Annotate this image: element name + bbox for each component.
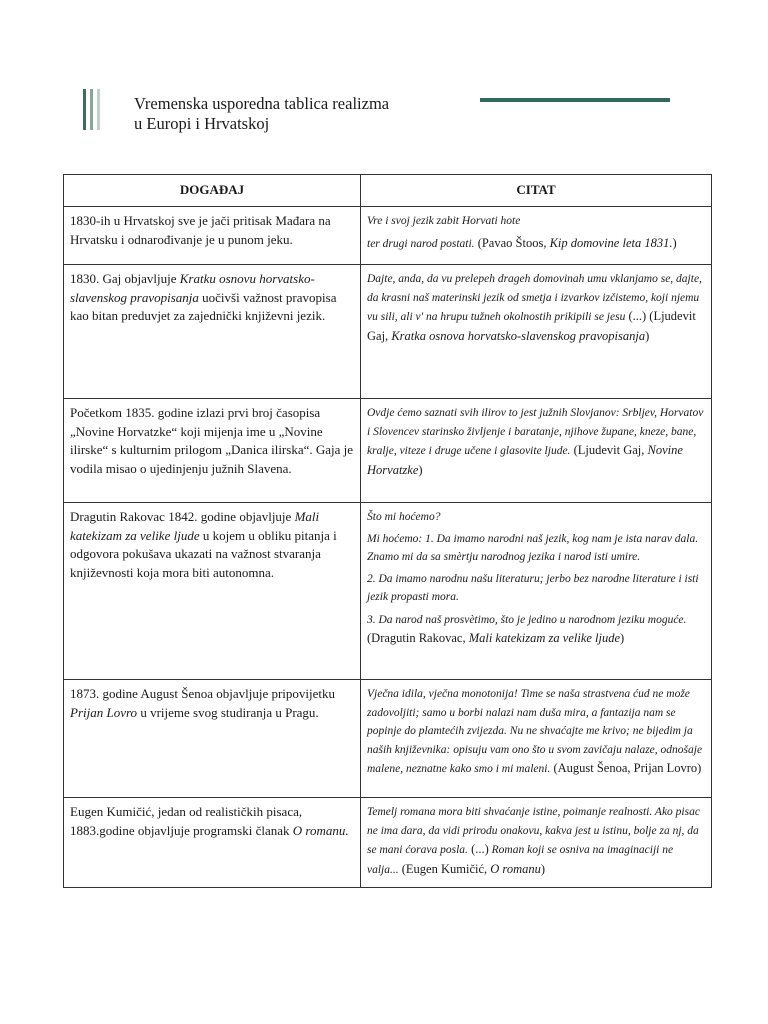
event-cell: 1830-ih u Hrvatskoj sve je jači pritisak Mađara na Hrvatsku i odnarođivanje je u punom jeku. bbox=[64, 207, 361, 265]
table-row bbox=[64, 798, 712, 888]
quote-cell: Ovdje ćemo saznati svih ilirov to jest južnih Slovjanov: Srbljev, Horvatov i Slovencev starinsko življenje i baratanje, njihove župane, kneze, bane, kralje, viteze i druge učene i glasovite ljude. (Ljudevit Gaj, Novine Horvatzke) bbox=[361, 399, 712, 503]
quote-cell: Dajte, anda, da vu prelepeh drageh domovinah umu vklanjamo se, dajte, da krasni naš materinski jezik od smetja i izvarkov izčistemo, koji njemu vu sili, ali v' na hrupu tužneh okolnostih prikipili se jesu (...) (Ljudevit Gaj, Kratka osnova horvatsko-slavenskog pravopisanja) bbox=[361, 265, 712, 399]
table-header-row bbox=[64, 175, 712, 207]
event-cell: 1830. Gaj objavljuje Kratku osnovu horvatsko-slavenskog pravopisanja uočivši važnost pravopisa kao bitan preduvjet za zajednički književni jezik. bbox=[64, 265, 361, 399]
event-cell: 1873. godine August Šenoa objavljuje pripovijetku Prijan Lovro u vrijeme svog studiranja u Pragu. bbox=[64, 680, 361, 798]
decorative-bar bbox=[90, 89, 93, 130]
event-cell: Eugen Kumičić, jedan od realističkih pisaca, 1883.godine objavljuje programski članak O romanu. bbox=[64, 798, 361, 888]
table-row bbox=[64, 680, 712, 798]
table-row bbox=[64, 265, 712, 399]
table-row bbox=[64, 207, 712, 265]
column-header-quote: CITAT bbox=[361, 175, 712, 207]
quote-cell: Vre i svoj jezik zabit Horvati hote ter drugi narod postati. (Pavao Štoos, Kip domovine leta 1831.) bbox=[361, 207, 712, 265]
quote-cell: Temelj romana mora biti shvaćanje istine, poimanje realnosti. Ako pisac ne ima dara, da vidi prirodu onakovu, kakva jest u istinu, bolje za nj, da se mani ćorava posla. (...) Roman koji se osniva na imaginaciji ne valja... (Eugen Kumičić, O romanu) bbox=[361, 798, 712, 888]
column-header-event: DOGAĐAJ bbox=[64, 175, 361, 207]
decorative-bar bbox=[83, 89, 86, 130]
event-cell: Početkom 1835. godine izlazi prvi broj časopisa „Novine Horvatzke“ koji mijenja ime u „Novine ilirske“ s kulturnim prilogom „Danica ilirska“. Gaja je vodila misao o ujedinjenju južnih Slavena. bbox=[64, 399, 361, 503]
decorative-bar bbox=[97, 89, 100, 130]
table-row bbox=[64, 399, 712, 503]
event-cell: Dragutin Rakovac 1842. godine objavljuje Mali katekizam za velike ljude u kojem u obliku pitanja i odgovora pokušava ukazati na važnost stvaranja književnosti koja mora biti autonomna. bbox=[64, 503, 361, 680]
table-row bbox=[64, 503, 712, 680]
timeline-table bbox=[63, 174, 712, 888]
page-title: Vremenska usporedna tablica realizma u Europi i Hrvatskoj bbox=[134, 94, 390, 133]
decorative-rule bbox=[480, 98, 670, 102]
quote-cell: Što mi hoćemo? Mi hoćemo: 1. Da imamo narodni naš jezik, kog nam je ista narav dala. Znamo mi da sa smèrtju narodnog jezika i narod isti umire. 2. Da imamo narodnu našu literaturu; jerbo bez narodne literature i isti jezik propasti mora. 3. Da narod naš prosvètimo, što je jedino u narodnom jeziku moguće. (Dragutin Rakovac, Mali katekizam za velike ljude) bbox=[361, 503, 712, 680]
quote-cell: Vječna idila, vječna monotonija! Time se naša strastvena ćud ne može zadovoljiti; samo u borbi nalazi nam duša mira, a fantazija nam se popinje do plamtećih zvijezda. Nu ne shvaćajte me krivo; ne bijedim ja naših književnika: opisuju vam ono što u svom zavičaju nalaze, odnošaje malene, neznatne kako smo i mi maleni. (August Šenoa, Prijan Lovro) bbox=[361, 680, 712, 798]
